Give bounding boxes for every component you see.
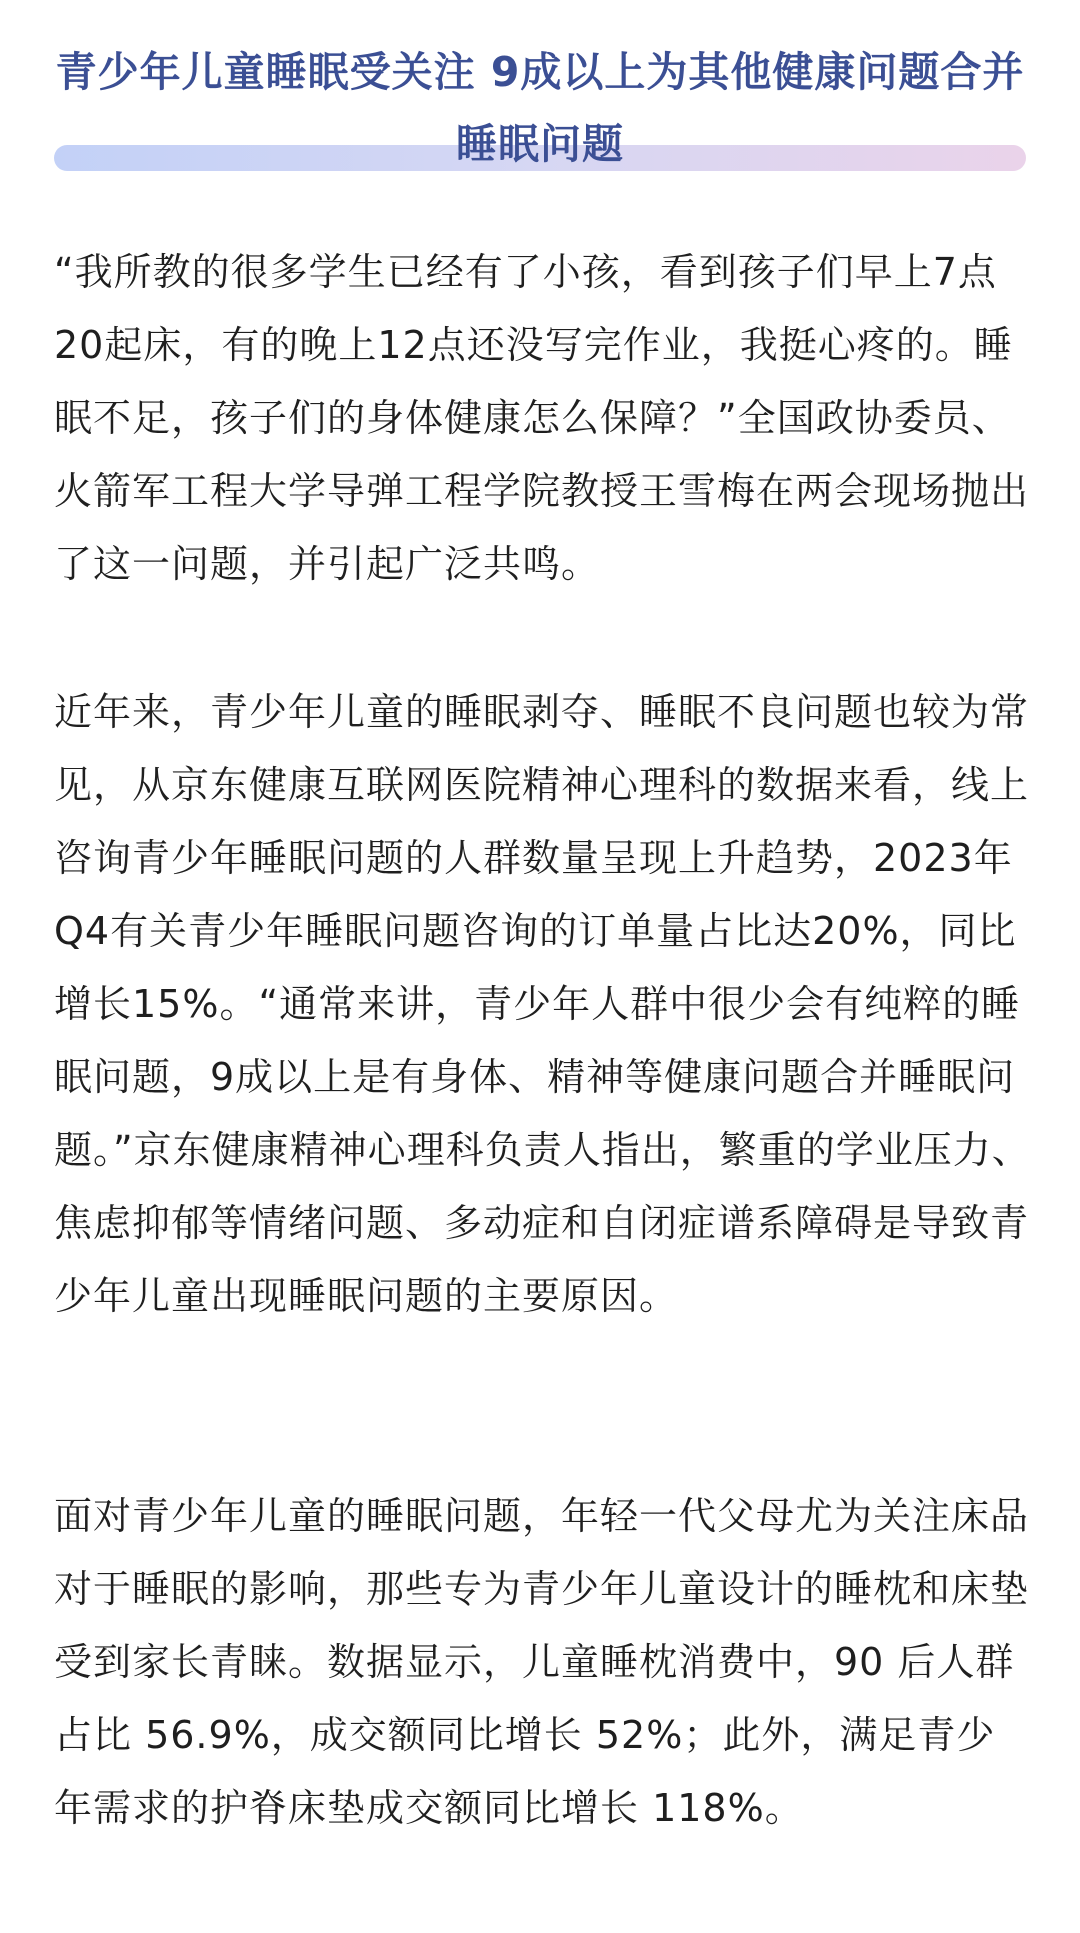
paragraph-2: 近年来，青少年儿童的睡眠剥夺、睡眠不良问题也较为常见，从京东健康互联网医院精神心理科的数据来看，线上咨询青少年睡眠问题的人群数量呈现上升趋势，2023年Q4有关青少年睡眠问题咨询的订单量占比达20%，同比增长15%。“通常来讲，青少年人群中很少会有纯粹的睡眠问题，9成以上是有身体、精神等健康问题合并睡眠问题。”京东健康精神心理科负责人指出，繁重的学业压力、焦虑抑郁等情绪问题、多动症和自闭症谱系障碍是导致青少年儿童出现睡眠问题的主要原因。 (54, 690, 1031, 1318)
paragraph-1: “我所教的很多学生已经有了小孩，看到孩子们早上7点20起床，有的晚上12点还没写完作业，我挺心疼的。睡眠不足，孩子们的身体健康怎么保障？”全国政协委员、火箭军工程大学导弹工程学院教授王雪梅在两会现场抛出了这一问题，并引起广泛共鸣。 (54, 250, 1030, 586)
paragraph-3: 面对青少年儿童的睡眠问题，年轻一代父母尤为关注床品对于睡眠的影响，那些专为青少年儿童设计的睡枕和床垫受到家长青睐。数据显示，儿童睡枕消费中，90 后人群占比 56.9%，成交额同比增长 52%；此外，满足青少年需求的护脊床垫成交额同比增长 118%。 (54, 1494, 1030, 1830)
article-title: 青少年儿童睡眠受关注 9成以上为其他健康问题合并睡眠问题 (55, 48, 1025, 168)
title-block (54, 36, 1026, 172)
